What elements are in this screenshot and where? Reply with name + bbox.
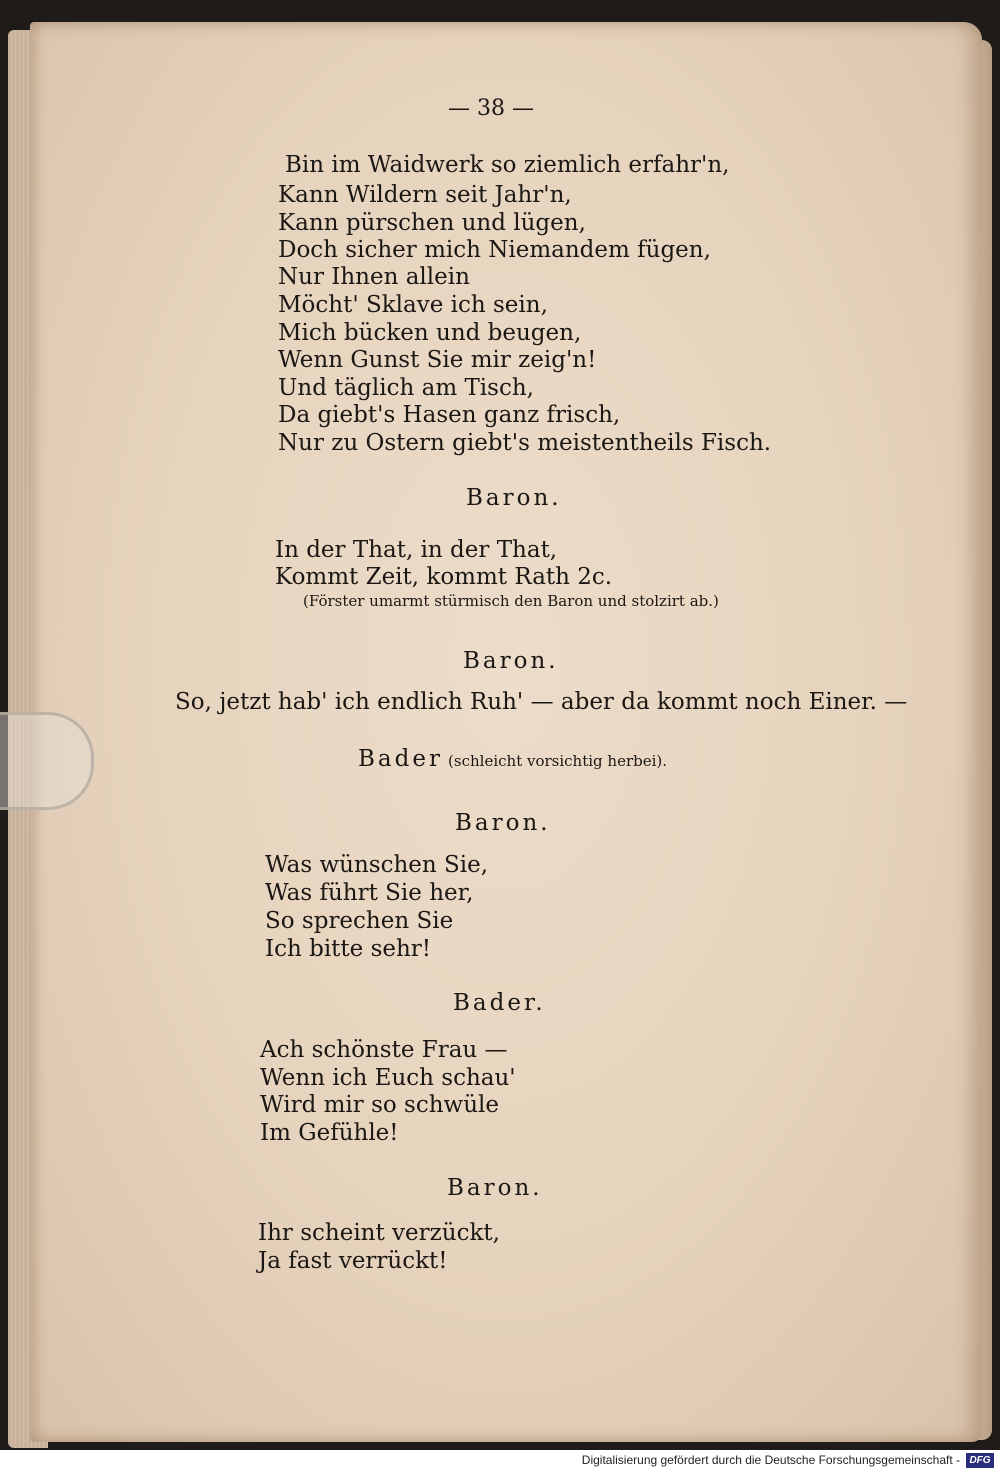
verse-line: Und täglich am Tisch, [278,375,534,401]
speaker-entrance [358,746,667,772]
page-number: — 38 — [448,96,534,121]
verse-line: Wird mir so schwüle [260,1092,500,1118]
verse-line: Doch sicher mich Niemandem fügen, [278,237,711,263]
speaker-name: Bader. [453,990,546,1016]
verse-line: Ihr scheint verzückt, [258,1220,500,1246]
verse-line: Ach schönste Frau — [260,1037,508,1063]
verse-line: Möcht' Sklave ich sein, [278,292,548,318]
stage-direction: (Förster umarmt stürmisch den Baron und stolzirt ab.) [303,592,719,610]
verse-line: Nur zu Ostern giebt's meistentheils Fisch. [278,430,772,456]
prose-line: So, jetzt hab' ich endlich Ruh' — aber da kommt noch Einer. — [175,689,908,715]
credit-text: Digitalisierung gefördert durch die Deutsche Forschungsgemeinschaft - [581,1453,960,1467]
verse-line: Ich bitte sehr! [265,936,432,962]
credit-bar [0,1450,1000,1472]
verse-line: In der That, in der That, [275,537,558,563]
verse-line: Kann Wildern seit Jahr'n, [278,182,572,208]
verse-line: Im Gefühle! [260,1120,399,1146]
dfg-logo-icon: DFG [966,1453,994,1468]
verse-line: Kommt Zeit, kommt Rath 2c. [275,564,613,590]
verse-line: Ja fast verrückt! [258,1248,448,1274]
verse-line: Bin im Waidwerk so ziemlich erfahr'n, [285,152,730,178]
speaker-name: Baron. [447,1175,543,1201]
verse-line: Kann pürschen und lügen, [278,210,586,236]
stage-direction: (schleicht vorsichtig herbei). [448,752,668,770]
verse-line: Was führt Sie her, [265,880,474,906]
speaker-name: Baron. [463,648,559,674]
verse-line: Da giebt's Hasen ganz frisch, [278,402,621,428]
speaker-name: Baron. [466,485,562,511]
verse-line: Mich bücken und beugen, [278,320,582,346]
speaker-name: Baron. [455,810,551,836]
speaker-name: Bader [358,746,443,772]
verse-line: Wenn Gunst Sie mir zeig'n! [278,347,597,373]
verse-line: Nur Ihnen allein [278,264,470,290]
verse-line: Wenn ich Euch schau' [260,1065,516,1091]
verse-line: Was wünschen Sie, [265,852,489,878]
verse-line: So sprechen Sie [265,908,454,934]
plastic-page-clip [0,712,94,810]
